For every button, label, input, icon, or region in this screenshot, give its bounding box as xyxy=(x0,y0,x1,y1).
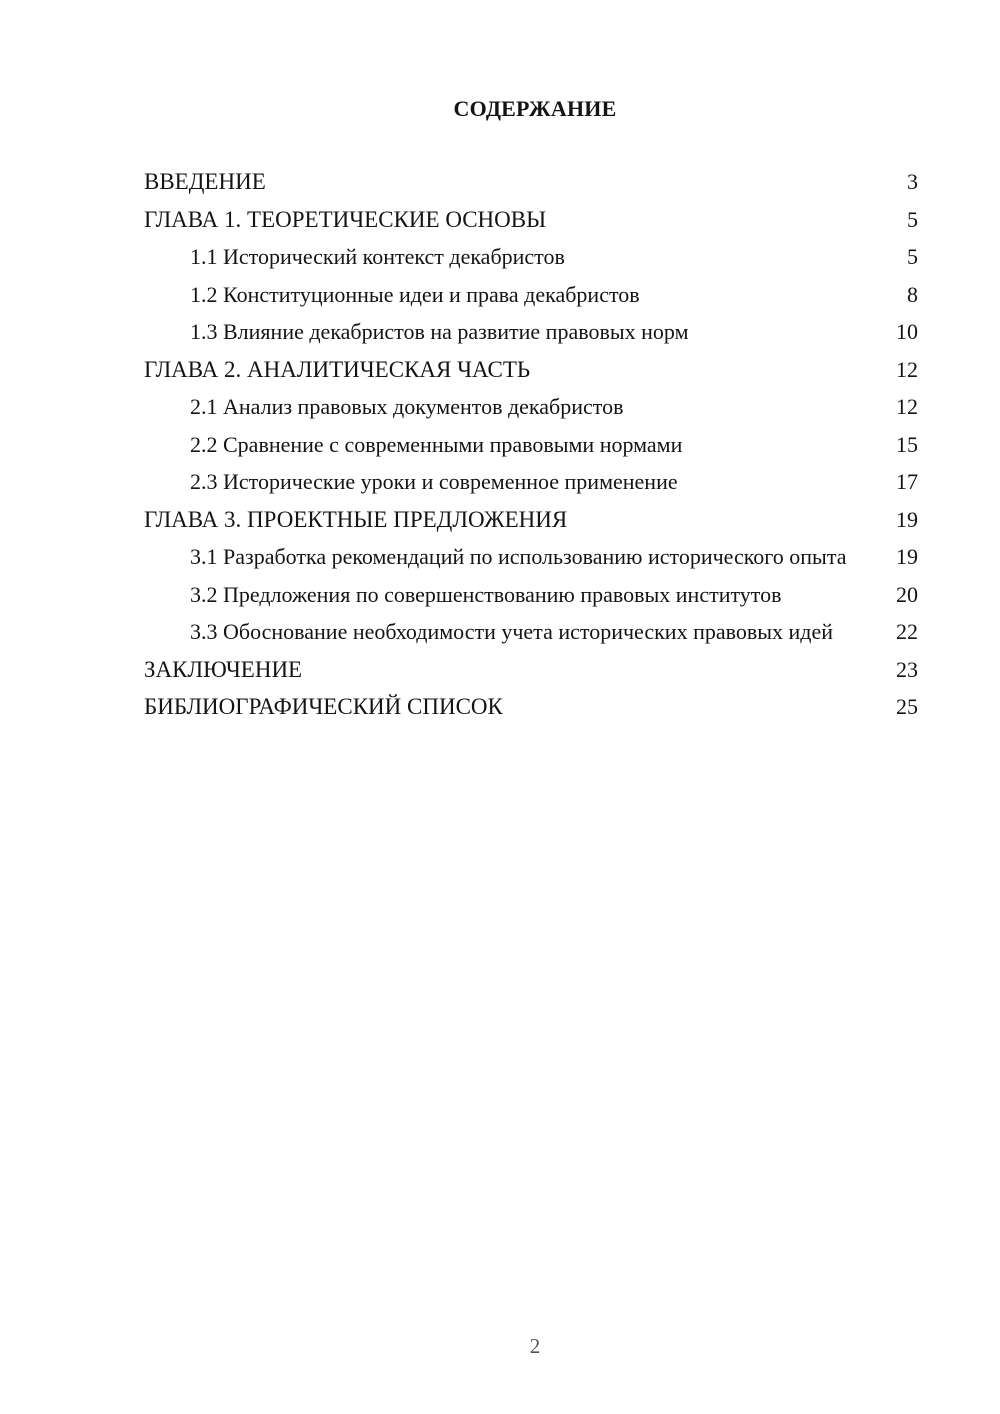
toc-entry-label: ЗАКЛЮЧЕНИЕ xyxy=(144,656,303,682)
toc-entry-page-number: 8 xyxy=(907,281,918,307)
toc-entry-page-number: 22 xyxy=(896,619,918,644)
toc-entry-label: 3.1 Разработка рекомендаций по использованию исторического опыта xyxy=(190,544,847,569)
toc-entry-label: 2.3 Исторические уроки и современное применение xyxy=(190,469,678,494)
toc-entry-page-number: 5 xyxy=(907,206,918,232)
page-title: СОДЕРЖАНИЕ xyxy=(453,96,617,121)
toc-entry-page-number: 19 xyxy=(896,506,918,532)
toc-entry-section-2-2[interactable] xyxy=(144,431,918,458)
toc-entry-label: 1.2 Конституционные идеи и права декабристов xyxy=(190,281,640,307)
toc-entry-section-3-1[interactable] xyxy=(144,543,918,570)
toc-entry-label: ГЛАВА 2. АНАЛИТИЧЕСКАЯ ЧАСТЬ xyxy=(144,356,531,382)
toc-entry-conclusion[interactable] xyxy=(144,656,918,683)
toc-entry-section-2-1[interactable] xyxy=(144,393,918,420)
toc-entry-chapter-1[interactable] xyxy=(144,206,918,233)
toc-entry-label: ГЛАВА 3. ПРОЕКТНЫЕ ПРЕДЛОЖЕНИЯ xyxy=(144,506,568,532)
toc-entry-page-number: 12 xyxy=(896,394,918,419)
toc-entry-label: ГЛАВА 1. ТЕОРЕТИЧЕСКИЕ ОСНОВЫ xyxy=(144,206,547,232)
toc-entry-section-1-3[interactable] xyxy=(144,318,918,345)
toc-entry-page-number: 17 xyxy=(896,469,918,494)
toc-entry-label: 1.3 Влияние декабристов на развитие правовых норм xyxy=(190,319,689,344)
toc-entry-label: 3.2 Предложения по совершенствованию правовых институтов xyxy=(190,581,782,607)
toc-entry-label: ВВЕДЕНИЕ xyxy=(144,169,266,194)
toc-entry-label: 1.1 Исторический контекст декабристов xyxy=(190,244,565,269)
toc-entry-chapter-2[interactable] xyxy=(144,356,918,383)
toc-entry-page-number: 20 xyxy=(896,581,918,607)
toc-entry-bibliography[interactable] xyxy=(144,693,918,720)
toc-entry-introduction[interactable] xyxy=(144,168,918,195)
toc-entry-section-1-2[interactable] xyxy=(144,281,918,308)
toc-entry-page-number: 3 xyxy=(907,169,918,194)
toc-entry-label: 2.1 Анализ правовых документов декабристов xyxy=(190,394,624,419)
toc-entry-section-1-1[interactable] xyxy=(144,243,918,270)
page-number: 2 xyxy=(529,1334,541,1358)
toc-entry-page-number: 19 xyxy=(896,544,918,569)
toc-entry-page-number: 23 xyxy=(896,656,918,682)
toc-entry-page-number: 5 xyxy=(907,244,918,269)
table-of-contents xyxy=(144,168,918,731)
toc-entry-page-number: 10 xyxy=(896,319,918,344)
toc-entry-section-3-3[interactable] xyxy=(144,618,918,645)
toc-entry-label: 2.2 Сравнение с современными правовыми нормами xyxy=(190,431,683,457)
toc-entry-label: БИБЛИОГРАФИЧЕСКИЙ СПИСОК xyxy=(144,694,503,719)
toc-entry-page-number: 15 xyxy=(896,431,918,457)
toc-entry-page-number: 12 xyxy=(896,356,918,382)
toc-entry-section-3-2[interactable] xyxy=(144,581,918,608)
toc-entry-label: 3.3 Обоснование необходимости учета исторических правовых идей xyxy=(190,619,834,644)
toc-entry-chapter-3[interactable] xyxy=(144,506,918,533)
toc-entry-page-number: 25 xyxy=(896,694,918,719)
toc-entry-section-2-3[interactable] xyxy=(144,468,918,495)
